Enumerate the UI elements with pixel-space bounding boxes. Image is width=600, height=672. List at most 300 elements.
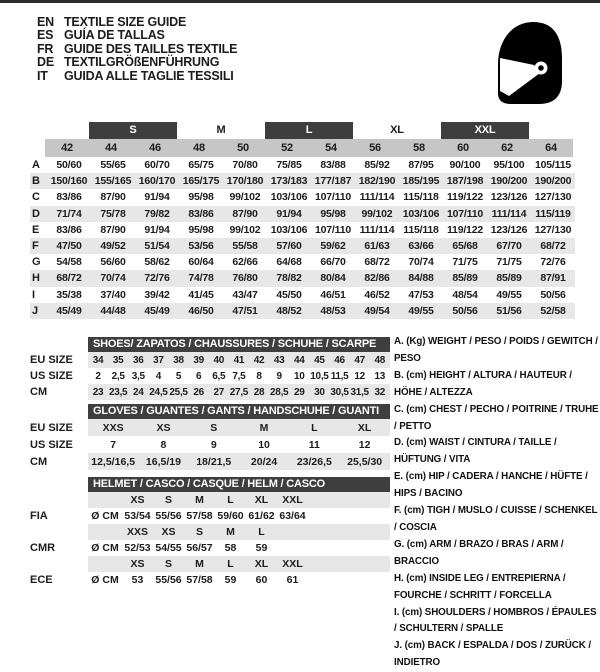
measurement-cell: 91/94 (276, 207, 302, 220)
measurement-cell: 55/58 (232, 240, 258, 253)
helmet-standard-label: ECE (30, 574, 53, 586)
helmet-cells (88, 540, 390, 556)
helmet-value-cell: 55/56 (155, 574, 182, 586)
measurement-cell: 51/54 (144, 240, 170, 253)
measurement-cell: 99/102 (229, 191, 261, 204)
helmet-table-title: HELMET / CASCO / CASQUE / HELM / CASCO (88, 477, 390, 492)
measurement-cell: 83/86 (188, 207, 214, 220)
measurement-cell: 107/110 (315, 191, 351, 204)
shoes-size-cell: 7,5 (232, 370, 246, 382)
helmet-size-header-cell: M (195, 558, 204, 570)
shoes-size-cell: 26 (193, 386, 204, 398)
language-code: DE (37, 55, 54, 70)
measurement-row (30, 287, 575, 303)
helmet-value-cell: 56/57 (186, 542, 213, 554)
shoes-size-cell: 11,5 (330, 370, 349, 382)
gloves-cells (88, 436, 390, 453)
size-header-cell: 42 (45, 139, 89, 157)
helmet-value-cell: 53/54 (124, 510, 151, 522)
row-letter-label: J (32, 304, 38, 317)
measurement-cell: 70/74 (100, 272, 126, 285)
shoes-size-cell: 24,5 (149, 386, 168, 398)
legend-item: E. (cm) HIP / CADERA / HANCHE / HÜFTE / HIPS / BACINO (394, 471, 588, 500)
page-title: GUIDA ALLE TAGLIE TESSILI (64, 68, 234, 83)
helmet-size-header-cell: S (164, 494, 172, 506)
measurement-cell: 71/74 (56, 207, 82, 220)
shoes-cells (88, 384, 390, 400)
helmet-value-cell: 59/60 (217, 510, 244, 522)
measurement-cell: 54/58 (56, 256, 82, 269)
language-row (37, 29, 237, 42)
gloves-cells (88, 419, 390, 436)
legend-item: J. (cm) BACK / ESPALDA / DOS / ZURÜCK / INDIETRO (394, 640, 591, 669)
measurement-cell: 79/82 (144, 207, 170, 220)
measurement-cell: 95/100 (493, 159, 525, 172)
shoes-size-cell: 6 (196, 370, 202, 382)
gloves-row-label: CM (30, 455, 48, 468)
measurement-cell: 71/75 (496, 256, 522, 269)
measurement-cell: 150/160 (50, 175, 88, 188)
measurement-cell: 47/50 (56, 240, 82, 253)
measurement-cell: 48/54 (452, 288, 478, 301)
measurement-legend (394, 334, 600, 672)
shoes-cells (88, 368, 390, 384)
measurement-cell: 91/94 (144, 223, 170, 236)
helmet-size-header-cell: L (258, 526, 265, 538)
shoes-size-cell: 43 (273, 354, 285, 366)
measurement-cell: 80/84 (320, 272, 346, 285)
measurement-cell: 115/118 (403, 191, 439, 204)
helmet-value-cell: 63/64 (279, 510, 306, 522)
size-header-cell: 56 (353, 139, 397, 157)
measurement-cell: 44/48 (100, 304, 126, 317)
measurement-cell: 75/85 (276, 159, 302, 172)
shoes-size-cell: 8 (256, 370, 262, 382)
shoes-size-cell: 3,5 (131, 370, 145, 382)
helmet-size-header-cell: XL (254, 494, 269, 506)
measurement-cell: 85/89 (452, 272, 478, 285)
measurement-cell: 45/49 (144, 304, 170, 317)
measurement-cell: 82/86 (364, 272, 390, 285)
shoes-size-cell: 44 (294, 354, 305, 366)
measurement-cell: 123/126 (490, 223, 528, 236)
measurement-cell: 64/68 (276, 256, 302, 269)
shoes-row (30, 384, 392, 400)
measurement-cell: 37/40 (100, 288, 126, 301)
size-row-spacer (30, 139, 45, 157)
shoes-size-cell: 13 (374, 370, 386, 382)
measurement-row (30, 189, 575, 205)
measurement-cell: 127/130 (534, 191, 572, 204)
measurement-cell: 62/66 (232, 256, 258, 269)
row-letter-label: G (32, 256, 41, 269)
gloves-size-cell: 7 (110, 438, 117, 451)
gloves-size-table (30, 404, 392, 470)
gloves-size-cell: 25,5/30 (347, 455, 383, 468)
measurement-cell: 56/60 (100, 256, 126, 269)
shoes-size-cell: 46 (334, 354, 345, 366)
measurement-cell: 65/68 (452, 240, 478, 253)
measurement-cell: 119/122 (447, 191, 483, 204)
measurement-cell: 83/88 (320, 159, 346, 172)
size-group-row (30, 122, 575, 139)
helmet-size-header-cell: L (227, 558, 234, 570)
measurement-cell: 66/70 (320, 256, 346, 269)
measurement-cell: 61/63 (364, 240, 390, 253)
measurement-cell: 111/114 (359, 223, 395, 236)
helmet-value-cell: 58 (224, 542, 237, 554)
size-group-label: M (216, 124, 226, 136)
measurement-cell: 68/72 (56, 272, 82, 285)
page-title: TEXTILGRÖßENFÜHRUNG (64, 55, 220, 70)
measurement-cell: 49/54 (364, 304, 390, 317)
measurement-cell: 103/106 (402, 207, 440, 220)
size-header-cell: 44 (89, 139, 133, 157)
measurement-cell: 41/45 (188, 288, 214, 301)
shoes-size-cell: 42 (253, 354, 265, 366)
measurement-cell: 67/70 (496, 240, 522, 253)
measurement-cell: 70/80 (232, 159, 258, 172)
measurement-cell: 111/114 (491, 207, 527, 220)
helmet-value-cell: 59 (255, 542, 268, 554)
measurement-cell: 103/106 (270, 191, 308, 204)
measurement-cell: 85/92 (364, 159, 390, 172)
helmet-size-header-cell: XS (130, 558, 145, 570)
measurement-cell: 119/122 (447, 223, 483, 236)
shoes-size-cell: 47 (354, 354, 365, 366)
measurement-cell: 68/72 (364, 256, 390, 269)
row-letter-label: H (32, 272, 40, 285)
legend-item: I. (cm) SHOULDERS / HOMBROS / ÉPAULES / SCHULTERN / SPALLE (394, 606, 597, 635)
shoes-size-cell: 23 (92, 386, 104, 398)
gloves-size-cell: 18/21,5 (196, 455, 232, 468)
shoes-row (30, 352, 392, 368)
measurement-cell: 48/52 (276, 304, 302, 317)
measurement-cell: 103/106 (270, 223, 308, 236)
gloves-size-cell: 10 (258, 438, 270, 451)
measurement-cell: 84/88 (408, 272, 434, 285)
size-header-cell: 58 (397, 139, 441, 157)
measurement-cell: 160/170 (138, 175, 176, 188)
gloves-size-cell: 12,5/16,5 (91, 455, 136, 468)
gloves-size-cell: 8 (160, 438, 167, 451)
diameter-unit-label: Ø CM (91, 542, 119, 554)
measurement-cell: 50/56 (452, 304, 478, 317)
helmet-standard-label: FIA (30, 510, 48, 522)
gloves-row-label: US SIZE (30, 438, 73, 451)
size-header-cell: 64 (529, 139, 573, 157)
helmet-value-cell: 53 (131, 574, 144, 586)
measurement-cell: 55/65 (100, 159, 126, 172)
helmet-size-header-cell: XS (161, 526, 176, 538)
gloves-size-cell: 20/24 (250, 455, 278, 468)
measurement-cell: 107/110 (447, 207, 483, 220)
measurement-row (30, 157, 575, 173)
size-group-label: XXL (441, 122, 529, 139)
legend-item: D. (cm) WAIST / CINTURA / TAILLE / HÜFTUNG / VITA (394, 437, 557, 466)
measurement-cell: 91/94 (144, 191, 170, 204)
helmet-size-header-cell: S (164, 558, 172, 570)
measurement-cell: 72/76 (144, 272, 170, 285)
shoes-size-cell: 27 (213, 386, 225, 398)
shoes-size-cell: 41 (233, 354, 245, 366)
measurement-cell: 115/118 (403, 223, 439, 236)
helmet-cells (88, 508, 390, 524)
gloves-row (30, 453, 392, 470)
shoes-size-cell: 29 (294, 386, 305, 398)
shoes-size-cell: 34 (92, 354, 104, 366)
measurement-cell: 75/78 (100, 207, 126, 220)
measurement-row (30, 254, 575, 270)
measurement-cell: 187/198 (446, 175, 484, 188)
measurement-cell: 123/126 (490, 191, 528, 204)
shoes-size-cell: 38 (173, 354, 184, 366)
page-title: GUIDE DES TAILLES TEXTILE (64, 41, 238, 56)
size-header-cell: 48 (177, 139, 221, 157)
measurement-cell: 95/98 (320, 207, 346, 220)
shoes-size-cell: 30 (314, 386, 325, 398)
helmet-value-cell: 52/53 (124, 542, 151, 554)
measurement-cell: 60/70 (144, 159, 170, 172)
measurement-cell: 170/180 (226, 175, 264, 188)
helmet-size-header-cell: XS (130, 494, 145, 506)
size-header-cell: 52 (265, 139, 309, 157)
helmet-cells (88, 556, 390, 572)
shoes-size-cell: 28,5 (270, 386, 289, 398)
gloves-size-cell: XXS (102, 421, 124, 434)
measurement-cell: 115/119 (535, 207, 571, 220)
helmet-row (30, 524, 392, 540)
legend-item: G. (cm) ARM / BRAZO / BRAS / ARM / BRACCIO (394, 538, 564, 567)
shoes-size-cell: 2,5 (111, 370, 125, 382)
shoes-size-cell: 23,5 (109, 386, 128, 398)
shoes-size-cell: 45 (314, 354, 325, 366)
language-row (37, 70, 237, 83)
helmet-row (30, 540, 392, 556)
shoes-size-cell: 24 (133, 386, 144, 398)
measurement-cell: 105/115 (535, 159, 571, 172)
measurement-cell: 99/102 (361, 207, 393, 220)
measurement-cell: 190/200 (534, 175, 572, 188)
measurement-cell: 50/60 (56, 159, 82, 172)
language-code: EN (37, 15, 54, 29)
helmet-value-cell: 55/56 (155, 510, 182, 522)
helmet-size-header-cell: L (227, 494, 234, 506)
shoes-size-cell: 9 (276, 370, 282, 382)
gloves-size-cell: M (259, 421, 269, 434)
diameter-unit-label: Ø CM (91, 510, 119, 522)
measurement-cell: 53/56 (188, 240, 214, 253)
shoes-size-cell: 39 (193, 354, 204, 366)
measurement-cell: 45/49 (56, 304, 82, 317)
measurement-cell: 46/52 (364, 288, 390, 301)
helmet-value-cell: 57/58 (186, 510, 213, 522)
measurement-row (30, 303, 575, 319)
language-title-list (37, 16, 237, 83)
row-letter-label: I (32, 288, 35, 301)
gloves-size-cell: XL (357, 421, 372, 434)
shoes-size-cell: 28 (253, 386, 265, 398)
measurement-cell: 47/53 (408, 288, 434, 301)
shoes-row-label: US SIZE (30, 370, 73, 382)
measurement-row (30, 173, 575, 189)
measurement-cell: 60/64 (188, 256, 214, 269)
size-header-cell: 46 (133, 139, 177, 157)
measurement-cell: 173/183 (270, 175, 308, 188)
shoes-size-cell: 35 (112, 354, 124, 366)
language-row (37, 56, 237, 69)
measurement-cell: 46/50 (188, 304, 214, 317)
shoes-size-cell: 37 (153, 354, 164, 366)
top-divider (0, 0, 600, 3)
measurement-cell: 182/190 (358, 175, 396, 188)
helmet-cells (88, 492, 390, 508)
helmet-value-cell: 57/58 (186, 574, 213, 586)
shoes-size-cell: 2 (95, 370, 101, 382)
shoes-size-cell: 10 (294, 370, 305, 382)
row-letter-label: D (32, 207, 40, 220)
measurement-cell: 39/42 (144, 288, 170, 301)
measurement-row (30, 222, 575, 238)
row-letter-label: B (32, 175, 40, 188)
helmet-cells (88, 524, 390, 540)
measurement-cell: 71/75 (452, 256, 478, 269)
size-header-cell: 60 (441, 139, 485, 157)
gloves-size-cell: 12 (358, 438, 371, 451)
measurement-cell: 87/95 (408, 159, 434, 172)
measurement-cell: 165/175 (182, 175, 220, 188)
measurement-cell: 68/72 (540, 240, 566, 253)
measurement-cell: 85/89 (496, 272, 522, 285)
shoes-size-cell: 25,5 (169, 386, 188, 398)
legend-item: F. (cm) TIGH / MUSLO / CUISSE / SCHENKEL / COSCIA (394, 505, 598, 533)
helmet-value-cell: 61/62 (248, 510, 275, 522)
shoes-size-cell: 12 (354, 370, 365, 382)
measurement-cell: 177/187 (314, 175, 352, 188)
shoes-size-cell: 36 (133, 354, 144, 366)
gloves-cells (88, 453, 390, 470)
gloves-size-cell: S (210, 421, 218, 434)
helmet-value-cell: 61 (286, 574, 299, 586)
helmet-value-cell: 59 (224, 574, 237, 586)
page-title: TEXTILE SIZE GUIDE (64, 15, 187, 29)
row-letter-label: E (32, 223, 40, 236)
shoes-size-table (30, 337, 392, 400)
helmet-size-table (30, 477, 392, 588)
size-group-label: S (89, 122, 177, 139)
helmet-size-header-cell: M (226, 526, 235, 538)
helmet-row (30, 572, 392, 588)
legend-item: C. (cm) CHEST / PECHO / POITRINE / TRUHE / PETTO (394, 403, 599, 432)
helmet-size-header-cell: XXL (282, 494, 303, 506)
size-header-row (30, 139, 575, 157)
measurement-row (30, 238, 575, 254)
helmet-row (30, 492, 392, 508)
helmet-size-header-cell: M (195, 494, 204, 506)
row-letter-label: F (32, 240, 39, 253)
legend-item: B. (cm) HEIGHT / ALTURA / HAUTEUR / HÖHE / ALTEZZA (394, 369, 572, 398)
gloves-size-cell: 23/26,5 (296, 455, 332, 468)
shoes-size-cell: 30,5 (330, 386, 349, 398)
gloves-size-cell: 9 (210, 438, 217, 451)
shoes-size-cell: 4 (155, 370, 162, 382)
textile-size-table (30, 122, 575, 319)
shoes-size-cell: 31,5 (350, 386, 369, 398)
gloves-size-cell: 11 (308, 438, 320, 451)
legend-item: A. (Kg) WEIGHT / PESO / POIDS / GEWITCH / PESO (394, 336, 598, 364)
shoes-size-cell: 32 (374, 386, 386, 398)
measurement-cell: 127/130 (534, 223, 572, 236)
measurement-cell: 95/98 (188, 223, 214, 236)
size-group-label: L (265, 122, 353, 139)
measurement-cell: 76/80 (232, 272, 258, 285)
helmet-size-header-cell: S (195, 526, 203, 538)
measurement-cell: 59/62 (320, 240, 346, 253)
legend-item: H. (cm) INSIDE LEG / ENTREPIERNA / FOURCHE / SCHRITT / FORCELLA (394, 572, 566, 601)
shoes-size-cell: 10,5 (310, 370, 329, 382)
language-code: FR (37, 41, 54, 56)
measurement-cell: 49/55 (408, 304, 434, 317)
measurement-cell: 52/58 (540, 304, 566, 317)
measurement-cell: 83/86 (56, 223, 82, 236)
measurement-cell: 185/195 (402, 175, 440, 188)
gloves-row (30, 419, 392, 436)
shoes-size-cell: 40 (213, 354, 225, 366)
measurement-cell: 72/76 (540, 256, 566, 269)
helmet-size-header-cell: XXS (126, 526, 148, 538)
measurement-cell: 46/51 (320, 288, 346, 301)
measurement-cell: 51/56 (496, 304, 522, 317)
gloves-size-cell: L (311, 421, 318, 434)
measurement-cell: 155/165 (94, 175, 132, 188)
measurement-cell: 90/100 (449, 159, 481, 172)
shoes-size-cell: 6,5 (212, 370, 226, 382)
language-code: IT (37, 68, 48, 83)
measurement-cell: 74/78 (188, 272, 214, 285)
size-header-cell: 50 (221, 139, 265, 157)
page-title: GUÍA DE TALLAS (64, 28, 165, 43)
shoes-cells (88, 352, 390, 368)
measurement-cell: 87/90 (232, 207, 258, 220)
measurement-cell: 111/114 (359, 191, 395, 204)
measurement-row (30, 206, 575, 222)
accessory-size-tables (30, 337, 392, 588)
measurement-cell: 87/90 (100, 191, 126, 204)
measurement-cell: 45/50 (276, 288, 302, 301)
shoes-row-label: EU SIZE (30, 354, 73, 366)
shoes-table-title: SHOES/ ZAPATOS / CHAUSSURES / SCHUHE / SCARPE (88, 337, 390, 352)
measurement-cell: 99/102 (229, 223, 261, 236)
measurement-cell: 58/62 (144, 256, 170, 269)
measurement-cell: 78/82 (276, 272, 302, 285)
gloves-size-cell: 16,5/19 (145, 455, 181, 468)
measurement-cell: 87/90 (100, 223, 126, 236)
measurement-cell: 107/110 (315, 223, 351, 236)
helmet-cells (88, 572, 390, 588)
measurement-cell: 49/55 (496, 288, 522, 301)
diameter-unit-label: Ø CM (91, 574, 119, 586)
helmet-row (30, 508, 392, 524)
shoes-row (30, 368, 392, 384)
size-header-cell: 62 (485, 139, 529, 157)
shoes-row-label: CM (30, 386, 48, 398)
helmet-value-cell: 60 (255, 574, 268, 586)
shoes-size-cell: 5 (175, 370, 182, 382)
group-spacer (30, 122, 89, 139)
helmet-icon (494, 20, 566, 106)
measurement-cell: 50/56 (540, 288, 566, 301)
shoes-size-cell: 27,5 (229, 386, 249, 398)
